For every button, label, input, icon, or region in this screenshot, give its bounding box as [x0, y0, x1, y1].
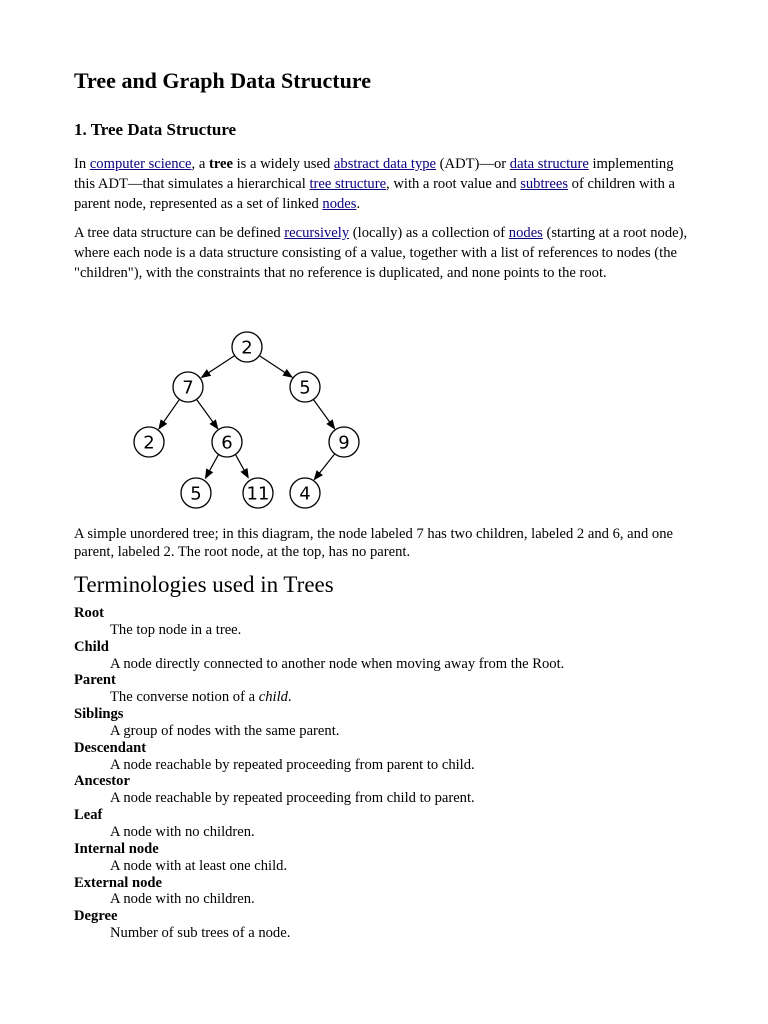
tree-node-label: 5 [299, 377, 311, 399]
term-parent: Parent [74, 672, 116, 689]
link-subtrees[interactable]: subtrees [520, 176, 569, 193]
definition-descendant: A node reachable by repeated proceeding from parent to child. [110, 756, 475, 773]
tree-node-label: 4 [299, 483, 311, 505]
terminology-list [74, 605, 754, 942]
tree-edge [314, 454, 334, 479]
diagram-caption: A simple unordered tree; in this diagram, the node labeled 7 has two children, labeled 2 and 6, and one parent, labeled 2. The root node, at the top, has no parent. [74, 526, 673, 560]
link-data-structure[interactable]: data structure [509, 156, 589, 172]
tree-edge [313, 399, 334, 429]
tree-node-label: 6 [221, 432, 233, 454]
section-heading-tree: 1. Tree Data Structure [74, 120, 237, 139]
definition-parent: The converse notion of a child. [110, 689, 292, 706]
tree-node-label: 9 [338, 432, 350, 454]
definition-ancestor: A node reachable by repeated proceeding from child to parent. [110, 790, 475, 807]
definition-child: A node directly connected to another node when moving away from the Root. [110, 655, 565, 672]
tree-edge [235, 454, 248, 478]
term-child: Child [74, 638, 109, 655]
term-siblings: Siblings [74, 706, 124, 723]
tree-diagram [126, 326, 366, 516]
definition-root: The top node in a tree. [110, 621, 242, 638]
term-ancestor: Ancestor [74, 773, 130, 790]
tree-node-label: 11 [246, 483, 270, 505]
link-recursively[interactable]: recursively [284, 225, 350, 241]
tree-edge [159, 399, 180, 429]
emphasis-child: child [258, 689, 288, 706]
intro-paragraph: In computer science, a tree is a widely used abstract data type (ADT)—or data structure implementing this ADT—that simulates a hierarchical tree structure, with a root value and subtrees of children with a parent node, represented as a set of linked nodes. [74, 156, 676, 213]
tree-node-label: 5 [190, 483, 202, 505]
link-abstract-data-type[interactable]: abstract data type [333, 156, 437, 172]
link-nodes-2[interactable]: nodes [508, 225, 543, 241]
term-leaf: Leaf [74, 807, 103, 824]
page-title: Tree and Graph Data Structure [74, 68, 371, 93]
link-tree-structure[interactable]: tree structure [309, 176, 387, 193]
term-internal-node: Internal node [74, 840, 159, 857]
tree-edge [205, 454, 218, 478]
link-nodes[interactable]: nodes [322, 196, 357, 213]
tree-node-label: 2 [143, 432, 155, 454]
term-tree-bold: tree [208, 156, 233, 172]
term-external-node: External node [74, 874, 162, 891]
tree-node-label: 7 [182, 377, 194, 399]
term-descendant: Descendant [74, 739, 147, 756]
definition-internal-node: A node with at least one child. [110, 857, 288, 874]
tree-edge [260, 356, 293, 378]
term-root: Root [74, 605, 104, 621]
tree-edge [197, 399, 218, 429]
definition-leaf: A node with no children. [110, 823, 255, 840]
definition-degree: Number of sub trees of a node. [110, 925, 291, 942]
definition-siblings: A group of nodes with the same parent. [110, 722, 340, 739]
definition-external-node: A node with no children. [110, 891, 255, 908]
terminology-heading: Terminologies used in Trees [74, 572, 334, 597]
link-computer-science[interactable]: computer science [89, 156, 192, 172]
definition-paragraph: A tree data structure can be defined recursively (locally) as a collection of nodes (starting at a root node), where each node is a data structure consisting of a value, together with a list of references to nodes (the "children"), with the constraints that no reference is duplicated, and none points to the root. [74, 225, 688, 282]
tree-edge [202, 356, 235, 378]
term-degree: Degree [74, 908, 118, 925]
tree-node-label: 2 [241, 337, 253, 359]
